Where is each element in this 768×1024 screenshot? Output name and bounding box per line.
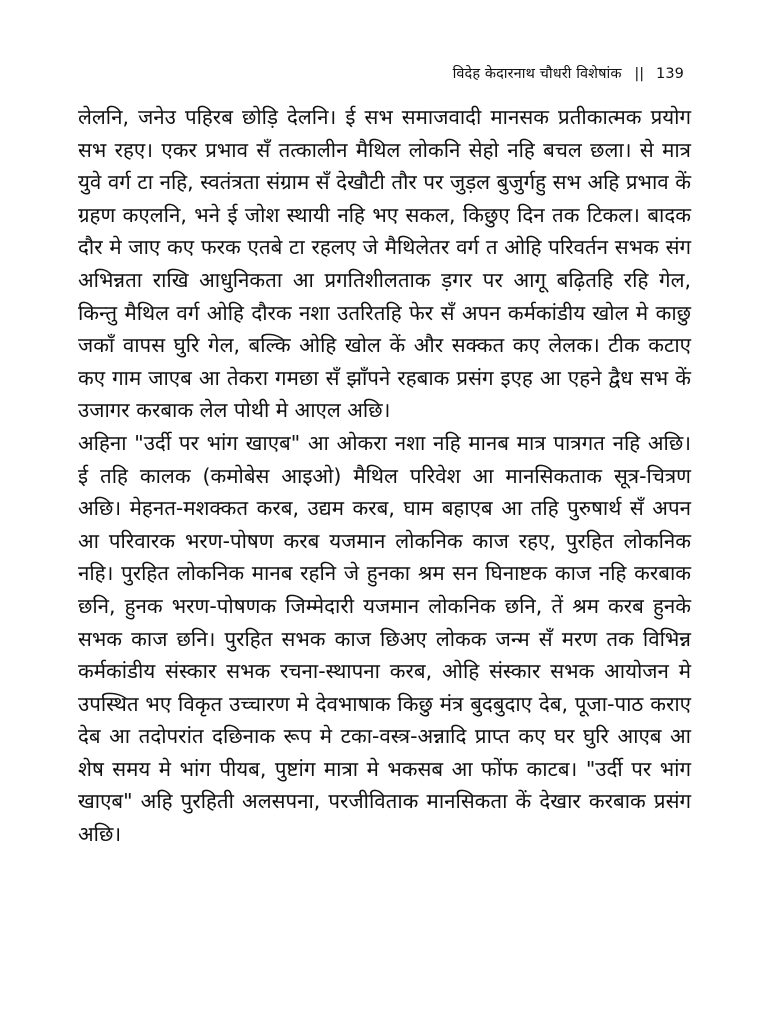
header-separator: || <box>634 66 645 82</box>
paragraph-2: अहिना "उर्दी पर भांग खाएब" आ ओकरा नशा नहि मानब मात्र पात्रगत नहि अछि। ई तहि कालक (कमोबेस आइओ) मैथिल परिवेश आ मानसिकताक सूत्र-चित्रण अछि। मेहनत-मशक्कत करब, उद्यम करब, घाम बहाएब आ तहि पुरुषार्थ सँ अपन आ परिवारक भरण-पोषण करब यजमान लोकनिक काज रहए, पुरहित लोकनिक नहि। पुरहित लोकनिक मानब रहनि जे हुनका श्रम सन घिनाष्टक काज नहि करबाक छनि, हुनक भरण-पोषणक जिम्मेदारी यजमान लोकनिक छनि, तें श्रम करब हुनके सभक काज छनि। पुरहित सभक काज छिअए लोकक जन्म सँ मरण तक विभिन्न कर्मकांडीय संस्कार सभक रचना-स्थापना करब, ओहि संस्कार सभक आयोजन मे उपस्थित भए विकृत उच्चारण मे देवभाषाक किछु मंत्र बुदबुदाए देब, पूजा-पाठ कराए देब आ तदोपरांत दछिनाक रूप मे टका-वस्त्र-अन्नादि प्राप्त कए घर घुरि आएब आ शेष समय मे भांग पीयब, पुष्टांग मात्रा मे भकसब आ फोंफ काटब। "उर्दी पर भांग खाएब" अहि पुरहिती अलसपना, परजीविताक मानसिकता कें देखार करबाक प्रसंग अछि। <box>78 430 691 847</box>
paragraph-1: लेलनि, जनेउ पहिरब छोड़ि देलनि। ई सभ समाजवादी मानसक प्रतीकात्मक प्रयोग सभ रहए। एकर प्रभाव सँ तत्कालीन मैथिल लोकनि सेहो नहि बचल छला। से मात्र युवे वर्ग टा नहि, स्वतंत्रता संग्राम सँ देखौटी तौर पर जुड़ल बुजुर्गहु सभ अहि प्रभाव कें ग्रहण कएलनि, भने ई जोश स्थायी नहि भए सकल, किछुए दिन तक टिकल। बादक दौर मे जाए कए फरक एतबे टा रहलए जे मैथिलेतर वर्ग त ओहि परिवर्तन सभक संग अभिन्नता राखि आधुनिकता आ प्रगतिशीलताक ड़गर पर आगू बढ़ितहि रहि गेल, किन्तु मैथिल वर्ग ओहि दौरक नशा उतरितहि फेर सँ अपन कर्मकांडीय खोल मे काछु जकाँ वापस घुरि गेल, बल्कि ओहि खोल कें और सक्कत कए लेलक। टीक कटाए कए गाम जाएब आ तेकरा गमछा सँ झाँपने रहबाक प्रसंग इएह आ एहने द्वैध सभ कें उजागर करबाक लेल पोथी मे आएल अछि। <box>78 105 691 423</box>
journal-title: विदेह केदारनाथ चौधरी विशेषांक <box>452 66 622 82</box>
page-body <box>78 101 691 851</box>
running-header <box>453 63 684 83</box>
page-number: 139 <box>656 66 684 82</box>
